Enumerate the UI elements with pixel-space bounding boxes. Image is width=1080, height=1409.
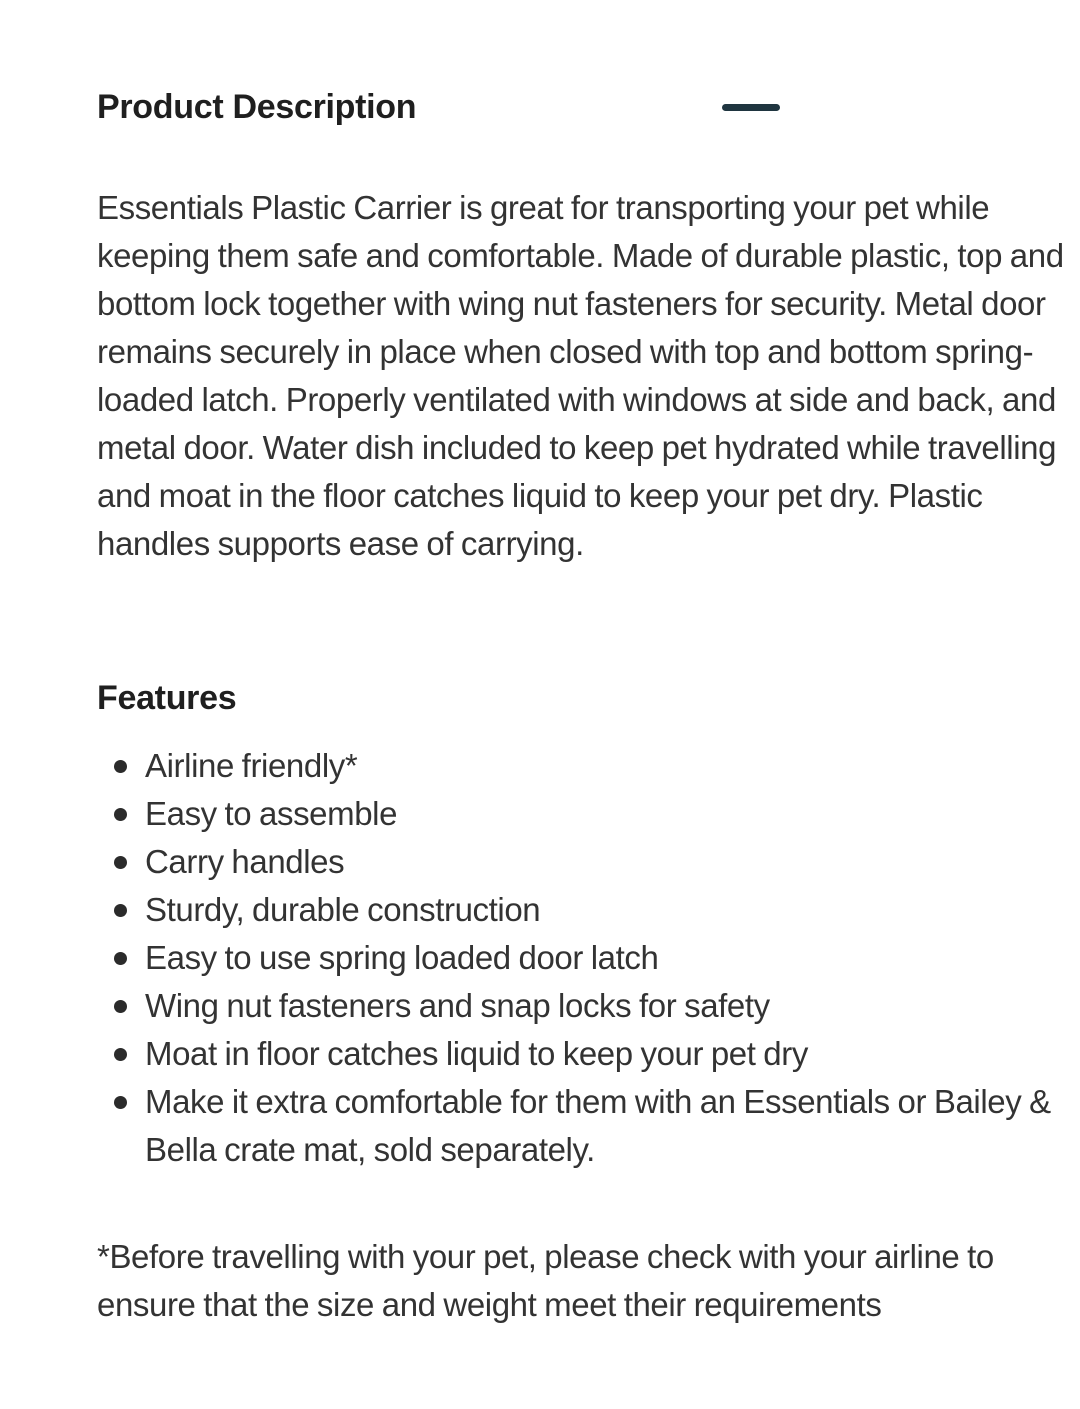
airline-disclaimer: *Before travelling with your pet, please check with your airline to ensure that the size and weight meet their requirements [97,1238,994,1323]
list-item: Sturdy, durable construction [145,886,1080,934]
list-item: Easy to use spring loaded door latch [145,934,1080,982]
collapse-button[interactable] [708,92,792,122]
list-item: Moat in floor catches liquid to keep your pet dry [145,1030,1080,1078]
list-item: Make it extra comfortable for them with an Essentials or Bailey & Bella crate mat, sold separately. [145,1078,1080,1174]
list-item: Carry handles [145,838,1080,886]
product-description-title: Product Description [97,88,417,126]
list-item: Easy to assemble [145,790,1080,838]
features-title: Features [97,679,237,717]
product-description-text: Essentials Plastic Carrier is great for transporting your pet while keeping them safe and comfortable. Made of durable plastic, top and bottom lock together with wing nut fasteners for security. Metal door remains securely in place when closed with top and bottom spring-loaded latch. Properly ventilated with windows at side and back, and metal door. Water dish included to keep pet hydrated while travelling and moat in the floor catches liquid to keep your pet dry. Plastic handles supports ease of carrying. [97,189,1064,562]
product-description-header[interactable] [97,82,1080,132]
features-list [97,742,1080,1174]
list-item: Airline friendly* [145,742,1080,790]
list-item: Wing nut fasteners and snap locks for safety [145,982,1080,1030]
minus-icon [722,104,780,111]
